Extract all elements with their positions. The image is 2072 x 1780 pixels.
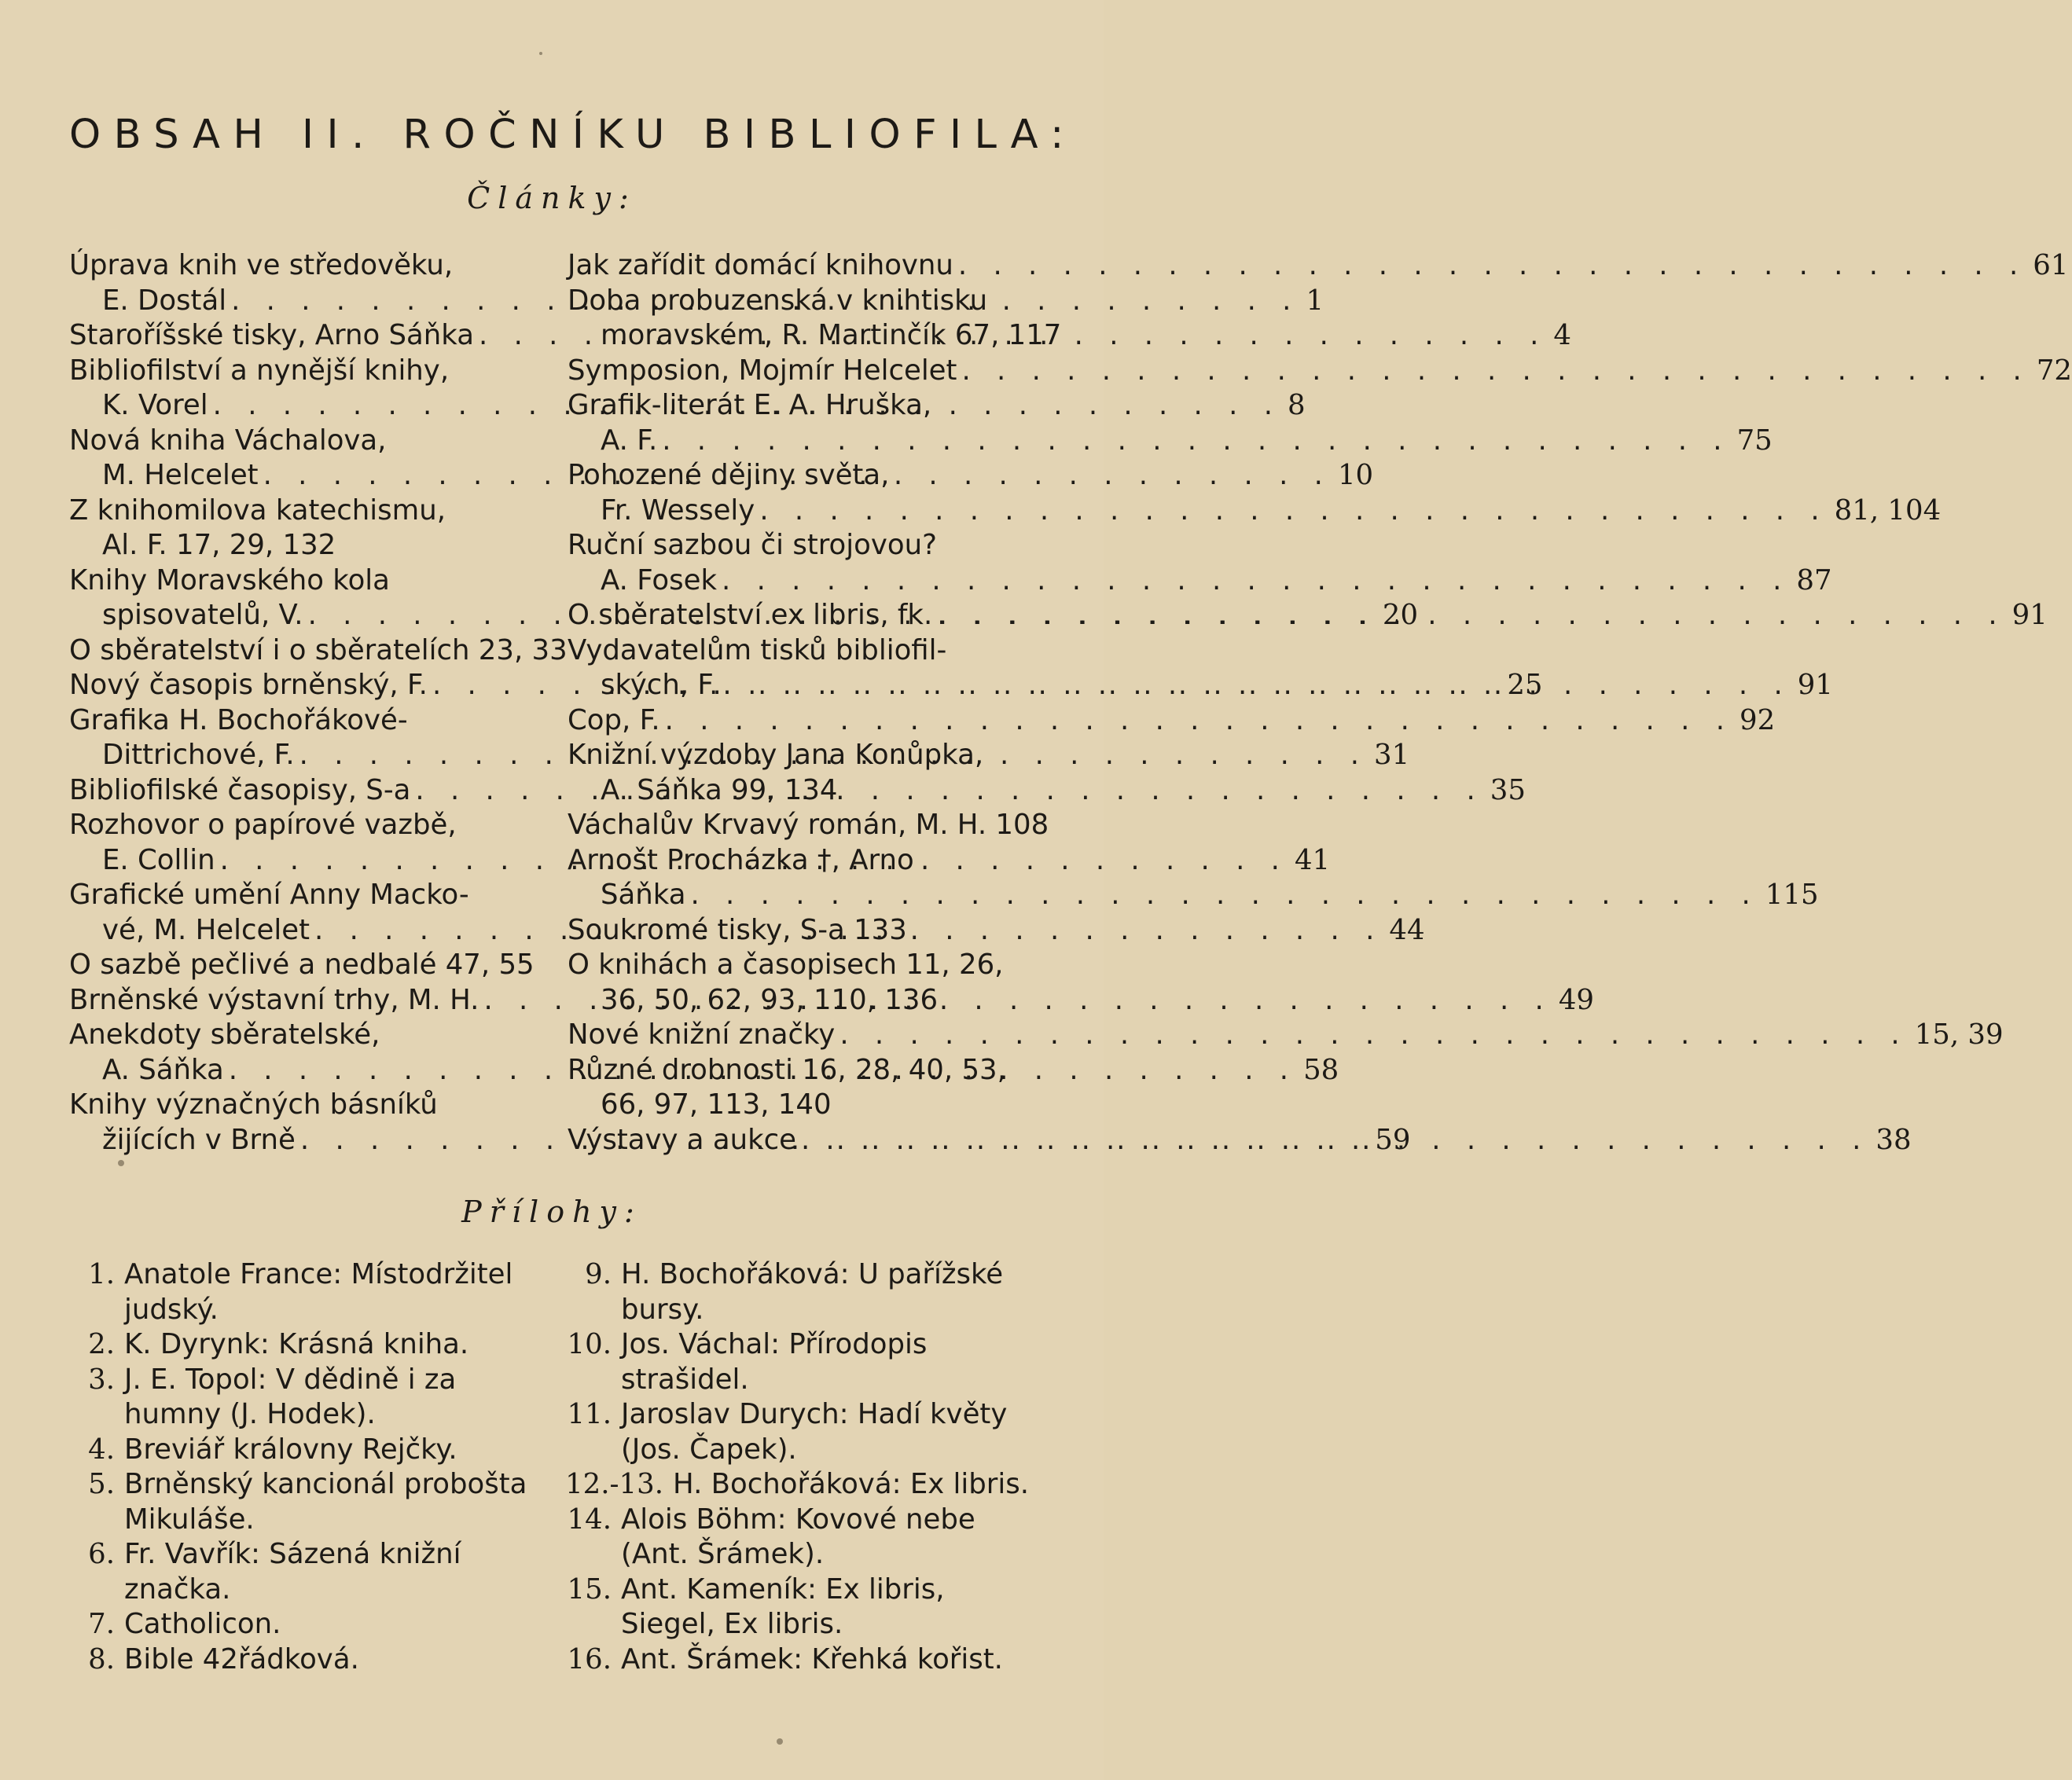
supplement-number: 10.	[567, 1328, 612, 1360]
toc-entry-line	[568, 633, 1028, 669]
toc-entry-text: A. Sáňka	[102, 1053, 224, 1086]
toc-entry-text: 36, 50, 62, 93, 110, 136	[601, 983, 939, 1016]
toc-entry-line	[69, 703, 524, 739]
toc-entry-line	[69, 424, 524, 459]
toc-entry	[568, 388, 1773, 458]
toc-entry-text: Jak zařídit domácí knihovnu	[568, 249, 953, 281]
toc-entry	[568, 703, 1776, 739]
dot-leader	[717, 563, 1790, 599]
toc-entry-text: Nové knižní značky	[568, 1018, 836, 1051]
toc-entry	[69, 494, 524, 563]
toc-entry-text: Knihy význačných básníků	[69, 1088, 438, 1121]
supplement-number: 11.	[567, 1398, 612, 1430]
toc-entry-line	[568, 388, 1028, 424]
toc-entry-text: Nová kniha Váchalova,	[69, 424, 387, 457]
toc-entry-line	[568, 248, 2069, 284]
supplement-item	[69, 1607, 533, 1642]
toc-entry-text: Grafické umění Anny Macko-	[69, 879, 469, 911]
dot-leader	[685, 878, 1758, 913]
supplement-item	[69, 1467, 533, 1537]
supplement-number: 15.	[567, 1573, 612, 1606]
page-number: 115	[1765, 879, 1819, 911]
toc-entry-line	[568, 808, 1049, 843]
supplement-title: Jos. Váchal: Přírodopis strašidel.	[621, 1328, 928, 1396]
toc-entry	[568, 913, 1028, 949]
toc-entry-text: Anekdoty sběratelské,	[69, 1018, 380, 1051]
supplement-item	[69, 1642, 533, 1678]
toc-entry-text: Váchalův Krvavý román, M. H. 108	[568, 809, 1049, 841]
page-number: 59	[1375, 1123, 1411, 1156]
toc-entry-text: žijících v Brně	[102, 1123, 296, 1156]
toc-entry	[568, 528, 1832, 598]
dot-leader	[657, 424, 1730, 459]
toc-entry	[568, 948, 1028, 1018]
toc-entry-text: vé, M. Helcelet	[102, 913, 310, 946]
toc-entry-line	[568, 424, 1773, 459]
page-number: 61	[2033, 249, 2069, 281]
dot-leader	[835, 1018, 1908, 1053]
toc-entry-text: Doba probuzenská v knihtisku	[568, 284, 988, 317]
toc-entry-line	[568, 458, 1028, 494]
page-number: 87	[1796, 563, 1832, 596]
toc-entry	[568, 738, 1028, 808]
supplement-number: 2.	[88, 1328, 115, 1360]
toc-entry	[568, 354, 2072, 389]
supplement-item	[69, 1257, 533, 1327]
toc-entry-line	[568, 773, 1028, 809]
toc-entry-text: Dittrichové, F.	[102, 739, 295, 771]
toc-entry-line	[568, 948, 1028, 983]
toc-entry-line	[69, 494, 524, 529]
toc-entry-text: Staroříšské tisky, Arno Sáňka	[69, 319, 474, 351]
toc-entry-text: Pohozené dějiny světa,	[568, 459, 890, 491]
toc-entry-text: Výstavy a aukce	[568, 1123, 797, 1156]
supplement-title: Anatole France: Místodržitel judský.	[124, 1258, 513, 1326]
toc-entry-line	[69, 878, 524, 913]
toc-entry-line	[568, 843, 1028, 879]
toc-entry-text: Úprava knih ve středověku,	[69, 249, 454, 281]
supplement-title: Fr. Vavřík: Sázená knižní značka.	[124, 1538, 461, 1606]
supplement-title: Ant. Šrámek: Křehká kořist.	[621, 1642, 1003, 1675]
page-number: 35	[1490, 773, 1526, 806]
dot-leader	[718, 668, 1791, 703]
toc-entry-text: Grafik-literát E. A. Hruška,	[568, 389, 932, 421]
supplement-title: Jaroslav Durych: Hadí květy (Jos. Čapek).	[621, 1398, 1008, 1466]
toc-entry-text: Z knihomilova katechismu,	[69, 494, 446, 527]
supplement-item	[69, 1433, 533, 1468]
toc-entry	[69, 948, 535, 983]
toc-entry-line	[568, 913, 1028, 949]
toc-entry	[69, 633, 568, 669]
toc-entry-text: O knihách a časopisech 11, 26,	[568, 949, 1004, 981]
toc-entry-line	[568, 494, 1942, 529]
dot-leader	[660, 703, 1733, 739]
supplements-right-column	[555, 1257, 1031, 1677]
toc-entry	[568, 808, 1049, 843]
toc-entry-text: Vydavatelům tisků bibliofil-	[568, 633, 947, 666]
page-title: OBSAH II. ROČNÍKU BIBLIOFILA:	[69, 112, 1077, 159]
page-number: 49	[1558, 983, 1594, 1016]
toc-entry	[568, 248, 2069, 284]
toc-entry	[568, 1053, 1028, 1123]
toc-entry-text: Grafika H. Bochořákové-	[69, 703, 408, 736]
toc-entry-text: Fr. Wessely	[601, 494, 755, 527]
toc-entry-text: Symposion, Mojmír Helcelet	[568, 354, 957, 387]
supplement-number: 14.	[567, 1503, 612, 1536]
toc-entry-line	[69, 528, 524, 563]
supplement-title: J. E. Topol: V dědině i za humny (J. Hodek).	[124, 1363, 457, 1430]
toc-entry-text: Různé drobnosti 16, 28, 40, 53,	[568, 1053, 1006, 1086]
dot-leader	[796, 1123, 1869, 1158]
dot-leader	[957, 354, 2030, 389]
toc-entry-text: moravském, R. Martinčík 67, 117	[601, 319, 1062, 351]
toc-entry	[568, 284, 1062, 354]
supplement-item	[555, 1257, 1031, 1327]
supplement-number: 6.	[88, 1538, 115, 1570]
toc-entry-text: A. Sáňka 99, 134	[601, 773, 838, 806]
toc-entry-text: Ruční sazbou či strojovou?	[568, 529, 937, 561]
toc-entry-line	[568, 284, 1028, 319]
toc-entry-line	[69, 354, 524, 389]
supplement-item	[555, 1503, 1031, 1573]
supplement-title: Breviář královny Rejčky.	[124, 1433, 457, 1466]
toc-entry-text: Al. F. 17, 29, 132	[102, 529, 336, 561]
supplement-number: 3.	[88, 1363, 115, 1396]
toc-entry-text: E. Dostál	[102, 284, 227, 317]
toc-entry-line	[568, 354, 2072, 389]
toc-entry-line	[568, 1018, 2004, 1053]
supplement-title: Bible 42řádková.	[124, 1642, 359, 1675]
supplement-item	[555, 1397, 1031, 1467]
toc-entry-line	[568, 1053, 1028, 1088]
supplement-title: H. Bochořáková: U pařížské bursy.	[621, 1258, 1004, 1326]
toc-entry-text: Arnošt Procházka †, Arno	[568, 843, 914, 876]
supplement-title: K. Dyrynk: Krásná kniha.	[124, 1328, 469, 1360]
toc-entry-text: A. Fosek	[601, 563, 717, 596]
toc-entry-text: Nový časopis brněnský, F.	[69, 669, 428, 701]
toc-entry-line	[69, 1018, 524, 1053]
toc-entry-text: M. Helcelet	[102, 459, 259, 491]
supplement-title: H. Bochořáková: Ex libris.	[673, 1468, 1030, 1500]
toc-entry-text: A. F.	[601, 424, 658, 457]
supplement-item	[555, 1467, 1031, 1503]
articles-heading: Články:	[467, 181, 637, 215]
toc-entry-text: ských, F.	[601, 669, 718, 701]
page-number: 1	[1306, 284, 1324, 317]
toc-entry-text: K. Vorel	[102, 389, 208, 421]
supplement-number: 9.	[585, 1258, 612, 1290]
ink-speck	[777, 1738, 783, 1745]
toc-entry-text: O sběratelství i o sběratelích 23, 33	[69, 633, 568, 666]
toc-entry-line	[69, 948, 535, 983]
dot-leader	[932, 598, 2005, 633]
ink-speck	[539, 52, 542, 55]
toc-entry-line	[568, 738, 1028, 773]
ink-speck	[118, 1160, 124, 1166]
supplement-number: 7.	[88, 1608, 115, 1640]
page-number: 58	[1303, 1053, 1339, 1086]
toc-entry-text: 66, 97, 113, 140	[601, 1088, 832, 1121]
toc-entry-line	[69, 248, 524, 284]
supplement-title: Ant. Kameník: Ex libris, Siegel, Ex libris.	[621, 1573, 945, 1640]
toc-entry	[568, 458, 1942, 528]
toc-entry-text: Cop, F.	[568, 703, 660, 736]
toc-entry-text: Brněnské výstavní trhy, M. H.	[69, 983, 479, 1016]
page-number: 92	[1739, 703, 1776, 736]
page-number: 25	[1507, 669, 1543, 701]
toc-entry-line	[568, 318, 1062, 354]
toc-entry-text: Rozhovor o papírové vazbě,	[69, 809, 457, 841]
supplement-number: 12.-13.	[565, 1468, 663, 1500]
page-number: 75	[1736, 424, 1773, 457]
supplement-title: Brněnský kancionál probošta Mikuláše.	[124, 1468, 527, 1536]
supplement-number: 16.	[567, 1642, 612, 1675]
supplement-item	[69, 1363, 533, 1433]
supplements-heading: Přílohy:	[461, 1195, 642, 1229]
page-number: 91	[2011, 599, 2048, 631]
toc-entry-text: Sáňka	[601, 879, 686, 911]
toc-entry-text: O sazbě pečlivé a nedbalé 47, 55	[69, 949, 535, 981]
page-number: 44	[1389, 913, 1425, 946]
toc-entry-line	[568, 1088, 1028, 1123]
toc-entry-line	[69, 1088, 524, 1123]
supplement-item	[555, 1573, 1031, 1642]
dot-leader	[953, 248, 2026, 284]
toc-entry-line	[568, 703, 1776, 739]
toc-entry-line	[568, 983, 1028, 1018]
supplement-item	[69, 1537, 533, 1607]
page-number: 15, 39	[1914, 1018, 2004, 1051]
toc-entry-line	[69, 563, 524, 599]
toc-entry-text: O sběratelství ex libris, fk.	[568, 599, 933, 631]
toc-entry-line	[568, 878, 1819, 913]
page-number: 38	[1875, 1123, 1912, 1156]
page-number: 20	[1382, 599, 1419, 631]
page-number: 41	[1294, 843, 1331, 876]
supplement-item	[555, 1642, 1031, 1678]
page-number: 72	[2036, 354, 2072, 387]
supplement-item	[69, 1327, 533, 1363]
toc-entry-text: E. Collin	[102, 843, 215, 876]
supplements-left-column	[69, 1257, 533, 1677]
page-number: 10	[1337, 459, 1374, 491]
toc-entry-line	[568, 528, 1028, 563]
toc-entry-text: Bibliofilské časopisy, S-a	[69, 773, 411, 806]
supplement-number: 4.	[88, 1433, 115, 1466]
page-number: 91	[1797, 669, 1833, 701]
supplement-item	[555, 1327, 1031, 1397]
toc-entry-text: Knihy Moravského kola	[69, 563, 390, 596]
toc-entry-text: Knižní výzdoby Jana Konůpka,	[568, 739, 984, 771]
supplement-number: 8.	[88, 1642, 115, 1675]
toc-entry-text: Bibliofilství a nynější knihy,	[69, 354, 450, 387]
page-number: 4	[1553, 319, 1571, 351]
toc-entry-line	[568, 563, 1832, 599]
supplement-title: Catholicon.	[124, 1608, 281, 1640]
page-number: 8	[1287, 389, 1306, 421]
supplement-title: Alois Böhm: Kovové nebe (Ant. Šrámek).	[621, 1503, 975, 1570]
page-number: 81, 104	[1834, 494, 1942, 527]
supplement-number: 5.	[88, 1468, 115, 1500]
toc-entry-text: spisovatelů, V.	[102, 599, 303, 631]
toc-entry-line	[69, 633, 568, 669]
supplement-number: 1.	[88, 1258, 115, 1290]
toc-entry	[568, 1018, 2004, 1053]
toc-entry-text: Soukromé tisky, S-a 133	[568, 913, 907, 946]
dot-leader	[755, 494, 1828, 529]
page-number: 31	[1374, 739, 1410, 771]
toc-entry-line	[69, 808, 524, 843]
